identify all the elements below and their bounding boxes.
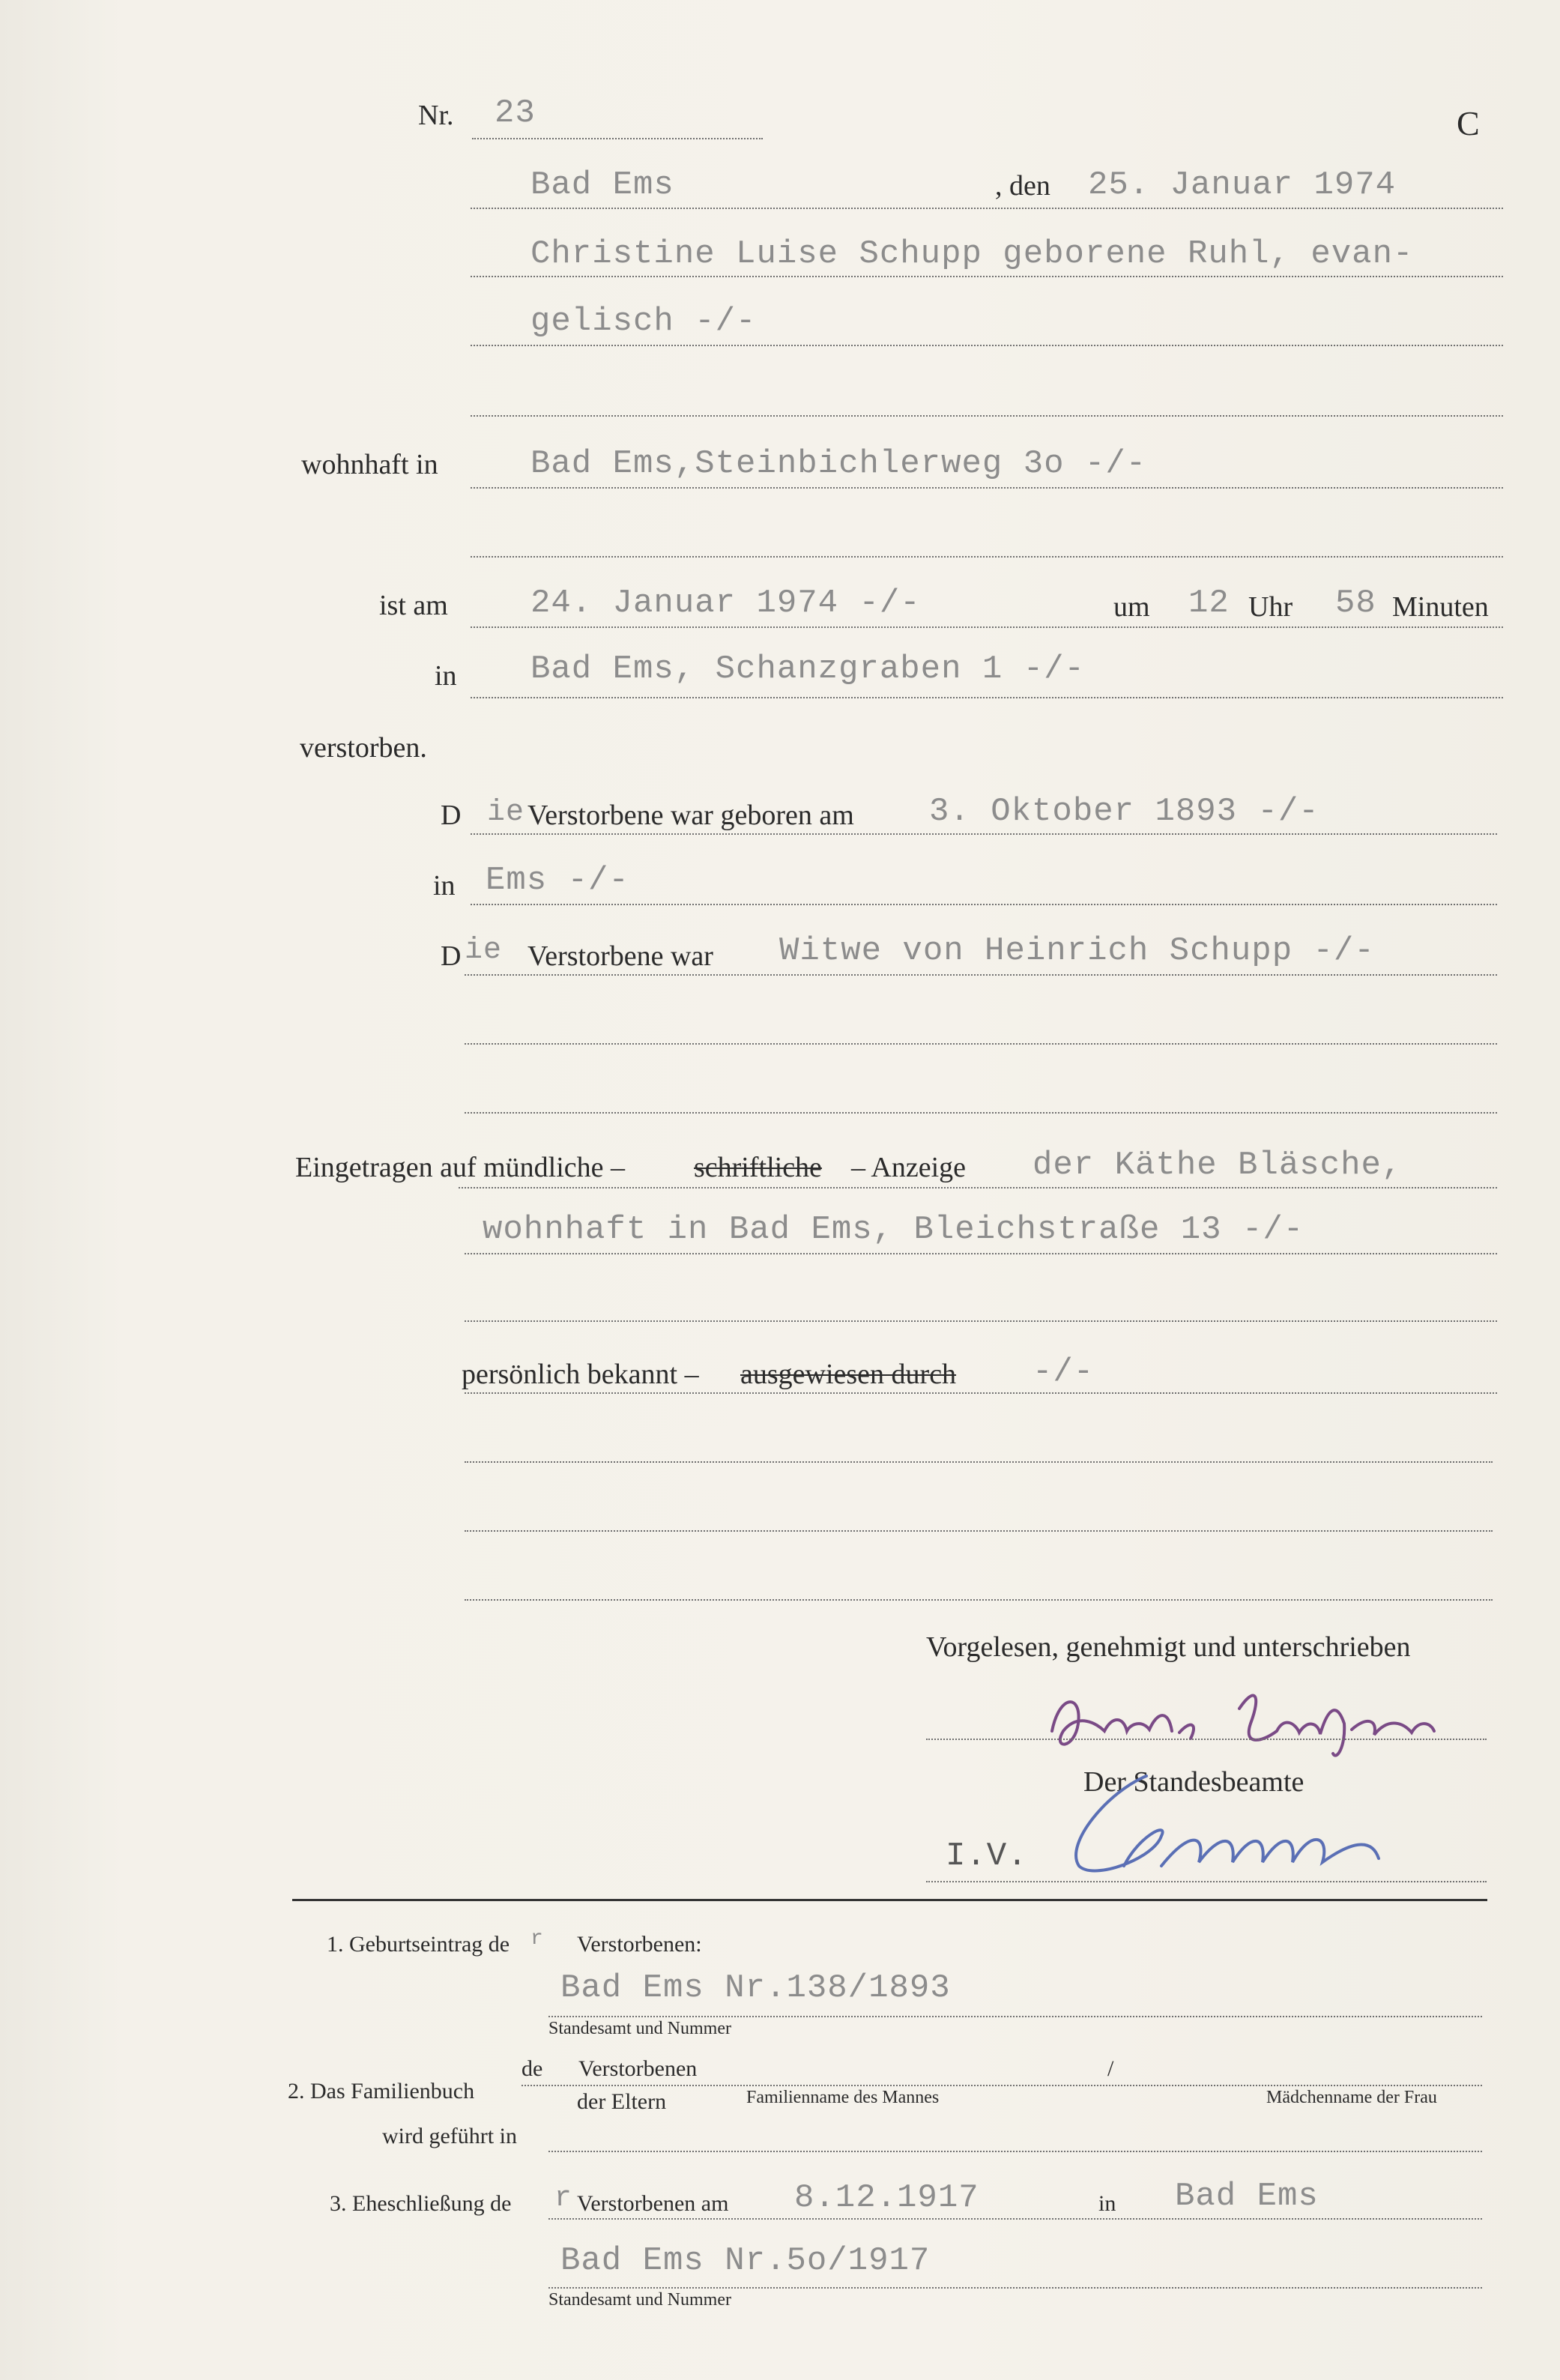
identity-value: -/- [1033,1353,1095,1391]
nr-value: 23 [495,94,536,132]
item3-value: Bad Ems Nr.5o/1917 [560,2242,931,2280]
official-signature [1049,1761,1439,1888]
death-date-value: 24. Januar 1974 -/- [530,585,921,622]
death-minutes: 58 [1335,585,1376,622]
standesamt-label-2: Standesamt und Nummer [548,2290,731,2310]
item3-label-r: r [554,2182,572,2214]
iv-label: I.V. [946,1837,1028,1875]
entry-label-b: – Anzeige [851,1152,967,1183]
item1-label-a: 1. Geburtseintrag de [327,1932,510,1957]
item2-label: 2. Das Familienbuch [288,2079,475,2103]
item3-date: 8.12.1917 [794,2179,979,2217]
place-value: Bad Ems [530,166,674,204]
read-approved-label: Vorgelesen, genehmigt und unterschrieben [926,1631,1411,1663]
um-label: um [1113,591,1150,623]
item2-top-verstorbenen: Verstorbenen [578,2056,698,2081]
entry-line-2: wohnhaft in Bad Ems, Bleichstraße 13 -/- [483,1211,1304,1248]
status-d-prefix: D [441,940,462,972]
official-label: Der Standesbeamte [1083,1766,1304,1798]
entry-label-a: Eingetragen auf mündliche – [295,1152,626,1183]
residence-value: Bad Ems,Steinbichlerweg 3o -/- [530,445,1147,483]
item3-in-label: in [1098,2191,1116,2216]
item2-top-de: de [521,2056,543,2081]
person-line-2: gelisch -/- [530,303,757,340]
item2-bottom: der Eltern [577,2089,667,2114]
item1-label-b: Verstorbenen: [577,1932,702,1957]
birth-label: Verstorbene war geboren am [527,800,854,831]
family-name-label: Familienname des Mannes [746,2088,940,2107]
death-place: Bad Ems, Schanzgraben 1 -/- [530,650,1085,688]
item2-slash: / [1107,2056,1114,2081]
entry-label-struck: schriftliche [694,1152,822,1183]
item3-label-b: Verstorbenen am [577,2191,729,2216]
status-value: Witwe von Heinrich Schupp -/- [779,932,1375,970]
signer-signature [1037,1679,1457,1769]
status-label: Verstorbene war [527,940,713,972]
item2-led-label: wird geführt in [382,2124,517,2148]
birth-d-suffix: ie [487,796,525,830]
verstorben-label: verstorben. [300,732,427,764]
residence-label: wohnhaft in [301,449,438,480]
item3-place: Bad Ems [1175,2178,1319,2215]
person-line-1: Christine Luise Schupp geborene Ruhl, evan- [530,235,1414,273]
item1-value: Bad Ems Nr.138/1893 [560,1969,951,2007]
nr-label: Nr. [418,100,454,131]
birth-date: 3. Oktober 1893 -/- [929,793,1319,830]
death-in-label: in [435,660,457,692]
date-value: 25. Januar 1974 [1088,166,1397,204]
item1-label-r: r [530,1927,544,1951]
item3-label-a: 3. Eheschließung de [330,2191,512,2216]
death-hour: 12 [1188,585,1230,622]
identity-label-a: persönlich bekannt – [462,1359,699,1390]
section-divider [292,1899,1487,1901]
minuten-label: Minuten [1392,591,1489,623]
standesamt-label-1: Standesamt und Nummer [548,2019,731,2038]
corner-letter: C [1457,104,1480,142]
birth-place: Ems -/- [486,862,629,899]
identity-label-struck: ausgewiesen durch [740,1359,957,1390]
entry-line-1: der Käthe Bläsche, [1033,1147,1403,1184]
birth-d-prefix: D [441,800,462,831]
death-date-label: ist am [379,590,448,621]
uhr-label: Uhr [1248,591,1293,623]
maiden-name-label: Mädchenname der Frau [1266,2088,1437,2107]
status-d-suffix: ie [465,934,503,967]
birth-in-label: in [433,870,456,901]
den-label: , den [995,170,1050,202]
